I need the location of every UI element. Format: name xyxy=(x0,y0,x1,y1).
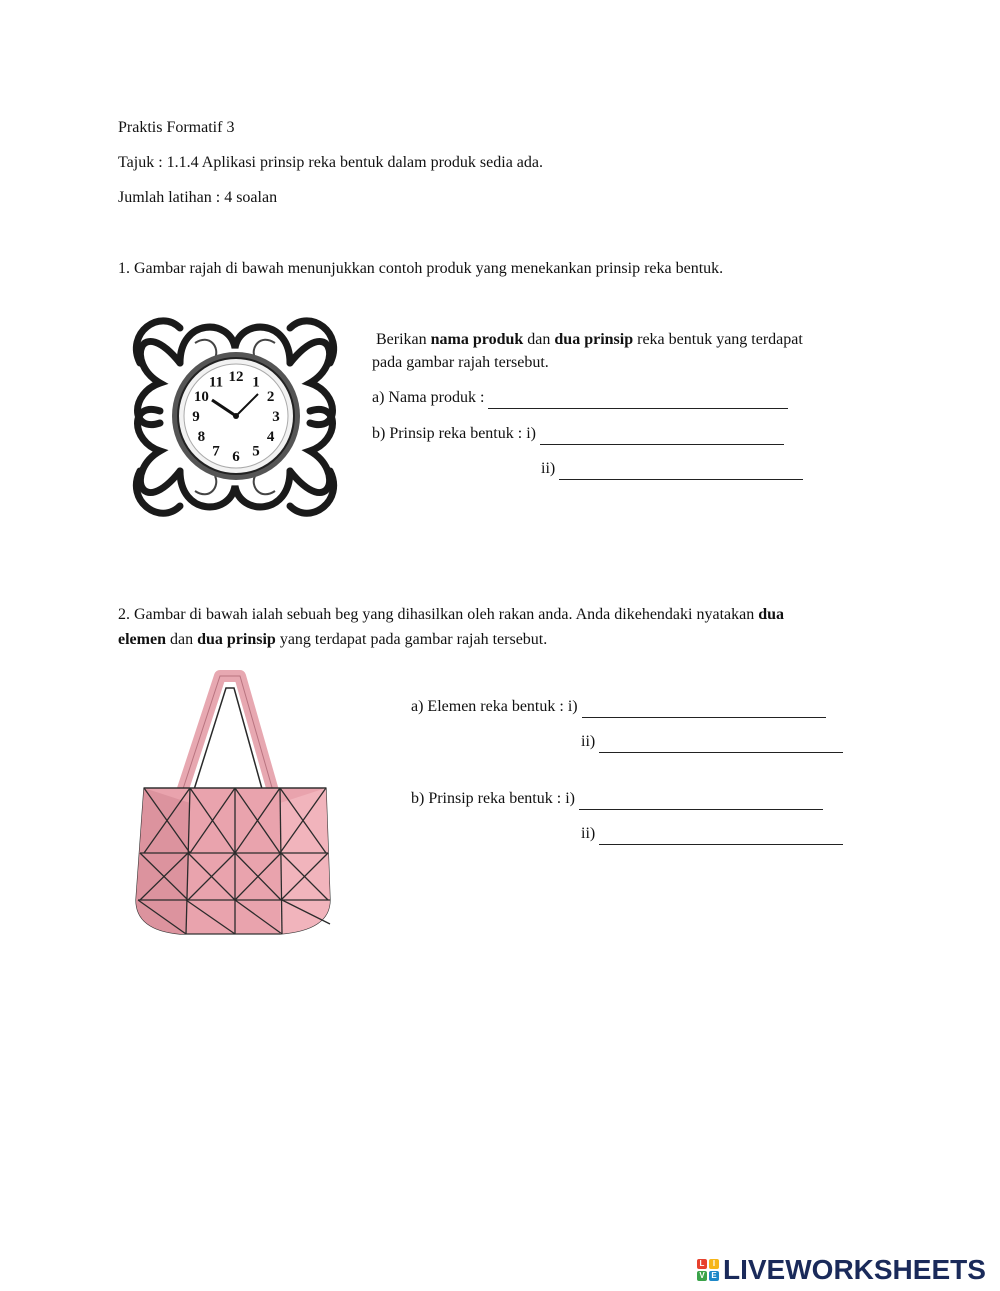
geometric-bag-image xyxy=(130,668,340,940)
q2-prompt-bold-two: dua xyxy=(758,606,785,623)
clock-numeral-5: 5 xyxy=(252,443,260,460)
liveworksheets-mark-icon xyxy=(697,1259,719,1281)
q1-a-label: a) Nama produk : xyxy=(372,389,485,406)
clock-numeral-6: 6 xyxy=(232,449,240,465)
ornate-clock-image xyxy=(120,303,350,531)
q2-a-label: a) Elemen reka bentuk : i) xyxy=(411,698,578,715)
q2-prompt-bold-elements: elemen xyxy=(118,631,166,648)
clock-numeral-9: 9 xyxy=(192,409,200,425)
liveworksheets-wordmark: LIVEWORKSHEETS xyxy=(723,1254,986,1285)
q2-b-label: b) Prinsip reka bentuk : i) xyxy=(411,790,575,807)
q1-b-label: b) Prinsip reka bentuk : i) xyxy=(372,425,536,442)
q1-instr-pre: Berikan xyxy=(376,331,431,348)
clock-numeral-7: 7 xyxy=(212,443,220,460)
mark-letter-l: L xyxy=(697,1259,707,1269)
clock-numeral-4: 4 xyxy=(266,429,275,445)
q2-principle-1-input[interactable] xyxy=(579,791,823,810)
q1-b-row xyxy=(372,424,784,445)
clock-numeral-2: 2 xyxy=(266,389,275,405)
q2-prompt-pre: 2. Gambar di bawah ialah sebuah beg yang dihasilkan oleh rakan anda. Anda dikehendaki nyatakan xyxy=(118,606,759,623)
q2-prompt-bold-principles: dua prinsip xyxy=(197,631,276,648)
q1-principle-1-input[interactable] xyxy=(540,426,784,445)
q2-prompt-post: yang terdapat pada gambar rajah tersebut. xyxy=(275,631,548,648)
q1-principle-2-input[interactable] xyxy=(559,461,803,480)
q1-instruction-line1 xyxy=(372,330,803,350)
q2-prompt xyxy=(118,602,888,652)
q2-element-1-input[interactable] xyxy=(582,699,826,718)
worksheet-topic: Tajuk : 1.1.4 Aplikasi prinsip reka bentuk dalam produk sedia ada. xyxy=(118,154,544,171)
clock-numeral-10: 10 xyxy=(193,389,209,405)
q2-principle-2-input[interactable] xyxy=(599,826,843,845)
clock-numeral-3: 3 xyxy=(272,409,280,425)
mark-letter-v: V xyxy=(697,1271,707,1281)
q2-b-ii-label: ii) xyxy=(581,825,596,842)
q1-a-row xyxy=(372,388,788,409)
q1-prompt: 1. Gambar rajah di bawah menunjukkan contoh produk yang menekankan prinsip reka bentuk. xyxy=(118,260,724,277)
clock-numeral-1: 1 xyxy=(252,374,260,391)
q1-instr-bold-principles: dua prinsip xyxy=(554,331,634,348)
q2-a-ii-label: ii) xyxy=(581,733,596,750)
q2-b-ii-row xyxy=(581,824,843,845)
q1-b-ii-label: ii) xyxy=(541,460,556,477)
mark-letter-e: E xyxy=(709,1271,719,1281)
clock-numeral-12: 12 xyxy=(228,369,244,385)
liveworksheets-logo xyxy=(697,1254,986,1286)
q1-product-name-input[interactable] xyxy=(488,390,788,409)
q1-instruction-line2: pada gambar rajah tersebut. xyxy=(372,354,549,371)
mark-letter-i: I xyxy=(709,1259,719,1269)
q2-prompt-mid: dan xyxy=(165,631,198,648)
clock-numeral-8: 8 xyxy=(197,429,206,445)
q1-instr-mid: dan xyxy=(523,331,555,348)
q1-b-ii-row xyxy=(541,459,803,480)
q1-instr-post: reka bentuk yang terdapat xyxy=(633,331,803,348)
worksheet-title: Praktis Formatif 3 xyxy=(118,119,235,136)
q1-instr-bold-product: nama produk xyxy=(430,331,524,348)
q2-element-2-input[interactable] xyxy=(599,734,843,753)
clock-numeral-11: 11 xyxy=(208,374,224,391)
q2-b-row xyxy=(411,789,823,810)
q2-a-row xyxy=(411,697,826,718)
exercise-count: Jumlah latihan : 4 soalan xyxy=(118,189,278,206)
q2-a-ii-row xyxy=(581,732,843,753)
